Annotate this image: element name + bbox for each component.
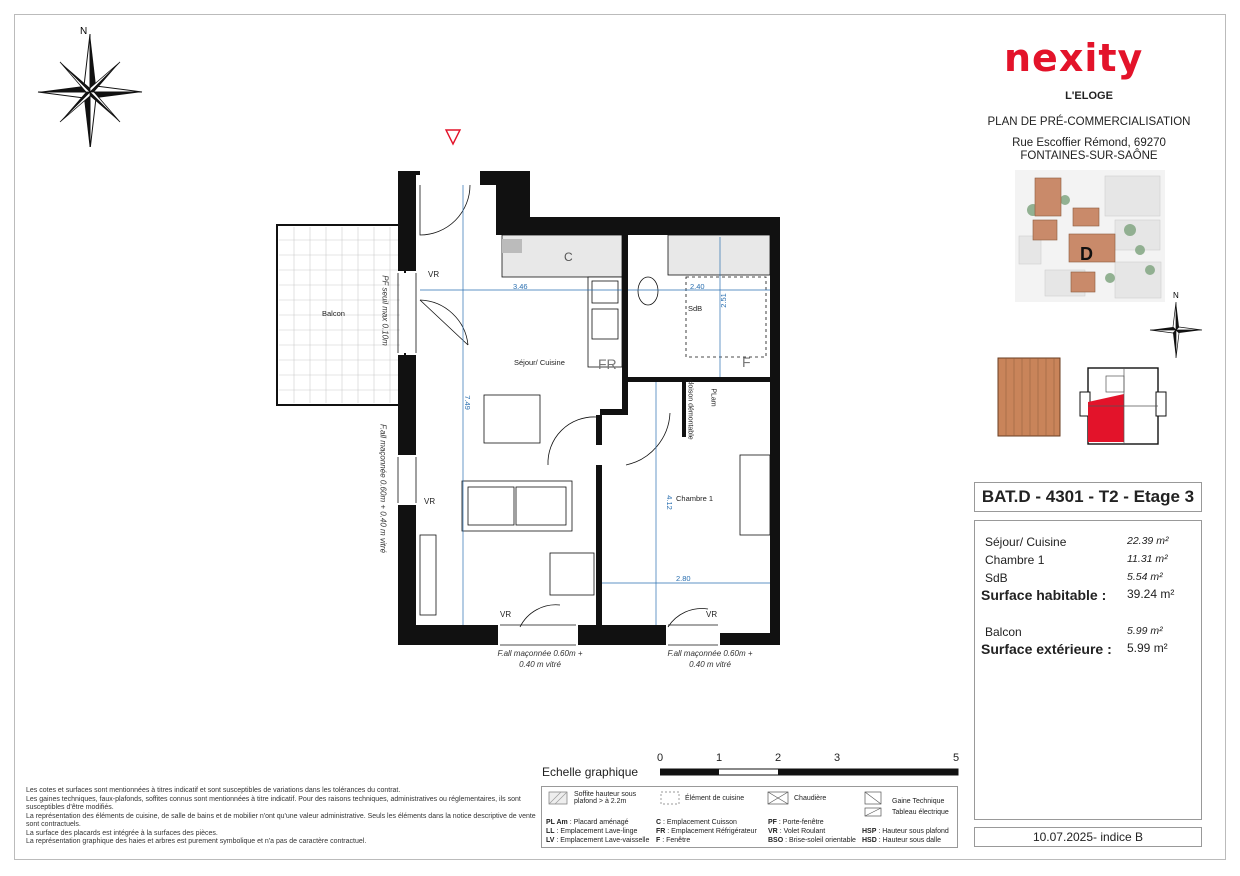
legend-code-text: : Fenêtre <box>662 837 691 844</box>
legend-code-text: : Hauteur sous dalle <box>878 837 941 844</box>
window-note-bottom1-a: F.all maçonnée 0.60m + <box>497 649 583 658</box>
legend-electrical-panel: Tableau électrique <box>892 809 949 816</box>
site-plan-building-marker: D <box>1080 244 1093 264</box>
legend-box <box>541 786 958 848</box>
scale-tick-label: 3 <box>834 752 841 764</box>
small-compass-icon <box>1146 290 1206 358</box>
surface-label: Chambre 1 <box>985 553 1045 567</box>
disclaimer-line: La représentation des éléments de cuisine, de salle de bains et de mobilier n'ont qu'une valeur administrative. Seuls les éléments dans la notice descriptive de vente sont contractuels. <box>26 812 536 828</box>
dim-sdb-depth: 2.51 <box>718 293 728 308</box>
surface-value: 11.31 m² <box>1127 553 1168 565</box>
room-label-sejour: Séjour/ Cuisine <box>514 358 565 367</box>
room-label-chambre: Chambre 1 <box>676 494 714 503</box>
legend-code: HSP <box>862 828 877 835</box>
legend-code-row <box>862 837 941 844</box>
small-compass-north-label: N <box>1173 291 1179 300</box>
dim-sejour-width: 3.46 <box>513 282 528 291</box>
surface-label: Séjour/ Cuisine <box>985 535 1067 549</box>
window-note-bottom1-b: 0.40 m vitré <box>519 660 561 669</box>
removable-partition-note: cloison démontable <box>686 379 694 440</box>
entrance-marker-icon <box>444 128 462 146</box>
disclaimer-line: Les gaines techniques, faux-plafonds, soffites connus sont mentionnées à titre indicatif. Pour des raisons techniques, administratives ou réglementaires, ils sont susceptibles d'être modifiés. <box>26 795 521 811</box>
kitchen-cooking-mark: C <box>564 250 573 264</box>
legend-code-row <box>656 819 737 826</box>
legend-code-row <box>546 828 637 835</box>
surface-habitable-value: 39.24 m² <box>1127 587 1175 601</box>
legend-boiler: Chaudière <box>794 795 827 802</box>
legend-code-row <box>656 837 690 844</box>
room-label-sdb: SdB <box>688 304 703 313</box>
surface-habitable-label: Surface habitable : <box>981 587 1107 603</box>
shutter-label-1: VR <box>428 270 440 279</box>
disclaimer <box>26 787 538 847</box>
legend-code: HSD <box>862 837 877 844</box>
dim-sejour-depth: 7.49 <box>462 395 472 410</box>
electrical-panel-icon <box>864 807 882 817</box>
shutter-label-4: VR <box>706 610 718 619</box>
window-note-bottom2-a: F.all maçonnée 0.60m + <box>667 649 753 658</box>
surface-value: 5.54 m² <box>1127 571 1163 583</box>
brand-logo: nexity <box>1004 36 1144 80</box>
legend-code: VR <box>768 828 778 835</box>
surface-exterieure-value: 5.99 m² <box>1127 641 1168 655</box>
legend-technical-duct: Gaine Technique <box>892 798 945 805</box>
legend-code-text: : Hauteur sous plafond <box>878 828 949 835</box>
scale-bar <box>660 768 960 776</box>
legend-code-row <box>768 828 825 835</box>
legend-code-row <box>656 828 757 835</box>
compass-north-label: N <box>80 26 88 37</box>
fridge-mark: FR <box>598 356 617 372</box>
address-line1: Rue Escoffier Rémond, 69270 <box>1012 137 1166 149</box>
document-type: PLAN DE PRÉ-COMMERCIALISATION <box>987 116 1191 128</box>
legend-code-text: : Volet Roulant <box>779 828 826 835</box>
legend-code: FR <box>656 828 666 835</box>
disclaimer-line: Les cotes et surfaces sont mentionnées à titres indicatif et sont susceptibles de variations dans les tolérances du contrat. <box>26 787 401 794</box>
legend-soffite: Soffite hauteur sous plafond > à 2.2m <box>574 791 637 805</box>
disclaimer-line: La surface des placards est intégrée à la surfaces des pièces. <box>26 829 218 837</box>
legend-code-text: : Placard aménagé <box>569 819 629 826</box>
legend-code: LV <box>546 837 555 844</box>
legend-code-text: : Emplacement Lave-linge <box>556 828 638 835</box>
pf-threshold-note: PF seuil max 0.10m <box>380 275 390 346</box>
legend-code-row <box>862 828 949 835</box>
legend-code-text: : Emplacement Cuisson <box>663 819 737 826</box>
scale-title: Echelle graphique <box>542 765 639 779</box>
dim-chambre-width: 2.80 <box>676 574 691 583</box>
legend-code-row <box>768 819 824 826</box>
window-mark: F <box>742 354 751 370</box>
compass-rose-icon <box>30 22 145 147</box>
legend-code: PL Am <box>546 819 568 826</box>
building-key-plan <box>1074 362 1170 448</box>
boiler-icon <box>767 791 789 805</box>
legend-kitchen-element: Élément de cuisine <box>685 795 745 802</box>
legend-code: LL <box>546 828 555 835</box>
project-name: L'ELOGE <box>1065 90 1113 102</box>
dim-chambre-depth: 4.12 <box>664 495 674 510</box>
surface-table <box>974 520 1202 820</box>
lot-title: BAT.D - 4301 - T2 - Etage 3 <box>974 482 1202 512</box>
legend-code-text: : Porte-fenêtre <box>778 819 824 826</box>
disclaimer-line: La représentation graphique des haies et arbres est purement symbolique et n'a pas de caractère contractuel. <box>26 838 367 845</box>
soffite-hatch-icon <box>548 791 568 805</box>
scale-tick-label: 0 <box>657 752 664 764</box>
technical-duct-icon <box>864 791 882 805</box>
address-line2: FONTAINES-SUR-SAÔNE <box>1020 150 1158 162</box>
site-plan-map <box>1015 170 1165 302</box>
revision-date: 10.07.2025- indice B <box>974 827 1202 847</box>
scale-tick-label: 2 <box>775 752 782 764</box>
room-label-balcon: Balcon <box>322 309 345 318</box>
closet-label: PLam <box>709 388 717 407</box>
legend-code-row <box>768 837 856 844</box>
scale-tick-label: 1 <box>716 752 723 764</box>
legend-code: BSO <box>768 837 784 844</box>
exterior-label: Balcon <box>985 625 1022 639</box>
legend-code: F <box>656 837 661 844</box>
legend-code-text: : Emplacement Lave-vaisselle <box>556 837 650 844</box>
floor-plan <box>270 165 790 650</box>
legend-code-text: : Emplacement Réfrigérateur <box>667 828 757 835</box>
shutter-label-2: VR <box>424 497 436 506</box>
legend-code: PF <box>768 819 777 826</box>
window-note-left: F.all maçonnée 0.60m + 0.40 m vitré <box>378 423 388 554</box>
legend-code: C <box>656 819 662 826</box>
scale-tick-label: 5 <box>953 752 960 764</box>
kitchen-element-icon <box>660 791 680 805</box>
legend-code-text: : Brise-soleil orientable <box>785 837 856 844</box>
surface-value: 22.39 m² <box>1127 535 1169 547</box>
window-note-bottom2-b: 0.40 m vitré <box>689 660 731 669</box>
shutter-label-3: VR <box>500 610 512 619</box>
legend-code-row <box>546 819 629 826</box>
building-roof-plan <box>994 356 1064 438</box>
surface-exterieure-label: Surface extérieure : <box>981 641 1112 657</box>
dim-sdb-width: 2.40 <box>690 282 705 291</box>
legend-code-row <box>546 837 649 844</box>
surface-label: SdB <box>985 571 1008 585</box>
exterior-value: 5.99 m² <box>1127 625 1163 637</box>
